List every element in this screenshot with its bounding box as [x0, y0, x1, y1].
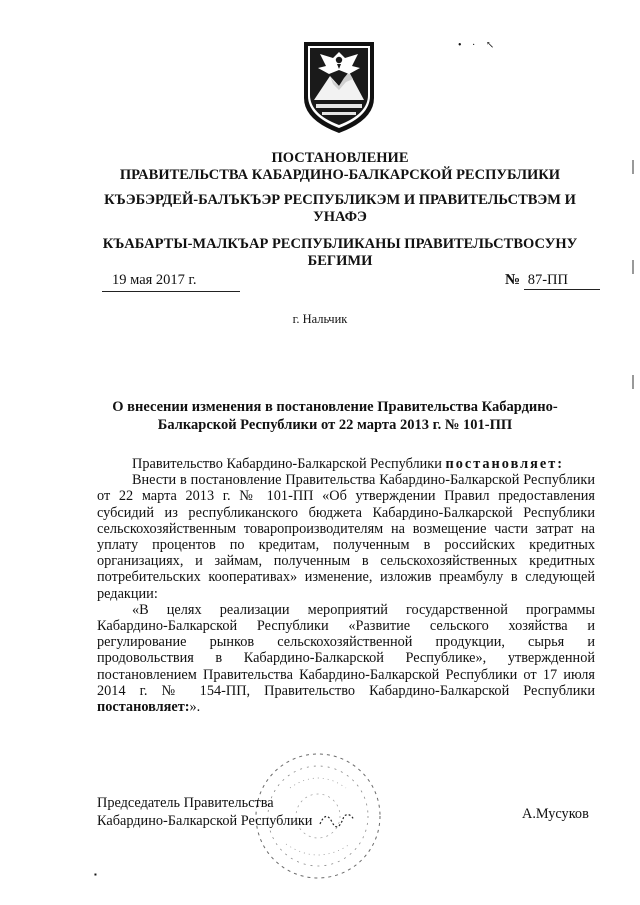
decree-title-line2: ПРАВИТЕЛЬСТВА КАБАРДИНО-БАЛКАРСКОЙ РЕСПУБЛИКИ	[119, 167, 561, 183]
paragraph2-verb: постановляет:	[97, 699, 190, 716]
signatory-title-line2: Кабардино-Балкарской Республики	[97, 813, 313, 829]
decree-number: 87-ПП	[524, 272, 600, 290]
kabardian-title-line2: УНАФЭ	[313, 209, 367, 225]
city-label: г. Нальчик	[292, 312, 348, 326]
scan-edge-mark	[632, 260, 634, 274]
handwritten-mark: • · ↖	[458, 40, 499, 51]
paragraph2-end: ».	[189, 699, 201, 716]
scan-edge-mark	[632, 160, 634, 174]
kabardian-title-line1: КЪЭБЭРДЕЙ-БАЛЪКЪЭР РЕСПУБЛИКЭМ И ПРАВИТЕЛЬСТВЭМ И	[104, 192, 576, 208]
body-paragraph-1: Внести в постановление Правительства Кабардино-Балкарской Республики от 22 марта 2013 г. № 101-ПП «Об утверждении Правил предоставления субсидий из республиканского бюджета Кабардино-Балкарской Республики сельскохозяйственным товаропроизводителям на возмещение части затрат на уплату процентов по кредитам, полученным в российских кредитных организациях, и займам, полученным в сельскохозяйственных кредитных потребительских кооперативах» изменение, изложив преамбулу в следующей редакции:	[97, 472, 595, 602]
balkar-title-line1: КЪАБАРТЫ-МАЛКЪАР РЕСПУБЛИКАНЫ ПРАВИТЕЛЬСТВОСУНУ	[102, 236, 578, 252]
decree-date: 19 мая 2017 г.	[102, 272, 240, 292]
intro-text: Правительство Кабардино-Балкарской Республики	[132, 456, 446, 472]
signatory-title-line1: Председатель Правительства	[97, 795, 274, 811]
signatory-name: А.Мусуков	[522, 806, 589, 822]
balkar-title	[100, 236, 580, 270]
decree-body	[97, 456, 595, 715]
decree-subject	[100, 398, 570, 434]
kabardian-title	[100, 192, 580, 226]
intro-verb: постановляет:	[445, 456, 565, 472]
signatory-title	[97, 794, 312, 830]
coat-of-arms-emblem	[300, 38, 378, 136]
body-paragraph-2	[97, 602, 595, 715]
number-sign: №	[505, 272, 521, 288]
decree-number-block	[505, 272, 600, 290]
subject-line2: Балкарской Республики от 22 марта 2013 г. № 101-ПП	[157, 417, 513, 433]
paragraph2-text: «В целях реализации мероприятий государственной программы Кабардино-Балкарской Республики «Развитие сельского хозяйства и регулирование рынков сельскохозяйственной продукции, сырья и продовольствия в Кабардино-Балкарской Республике», утвержденной постановлением Правительства Кабардино-Балкарской Республики от 17 июля 2014 г. № 154-ПП, Правительство Кабардино-Балкарской Республики	[97, 601, 595, 699]
balkar-title-line2: БЕГИМИ	[307, 253, 373, 269]
scan-edge-mark	[632, 375, 634, 389]
scan-mark: ▪	[94, 870, 97, 879]
subject-line1: О внесении изменения в постановление Правительства Кабардино-	[112, 399, 558, 415]
intro-paragraph	[97, 456, 595, 472]
decree-title-line1: ПОСТАНОВЛЕНИЕ	[271, 150, 409, 166]
decree-title	[100, 150, 580, 184]
handwritten-signature	[318, 806, 358, 832]
